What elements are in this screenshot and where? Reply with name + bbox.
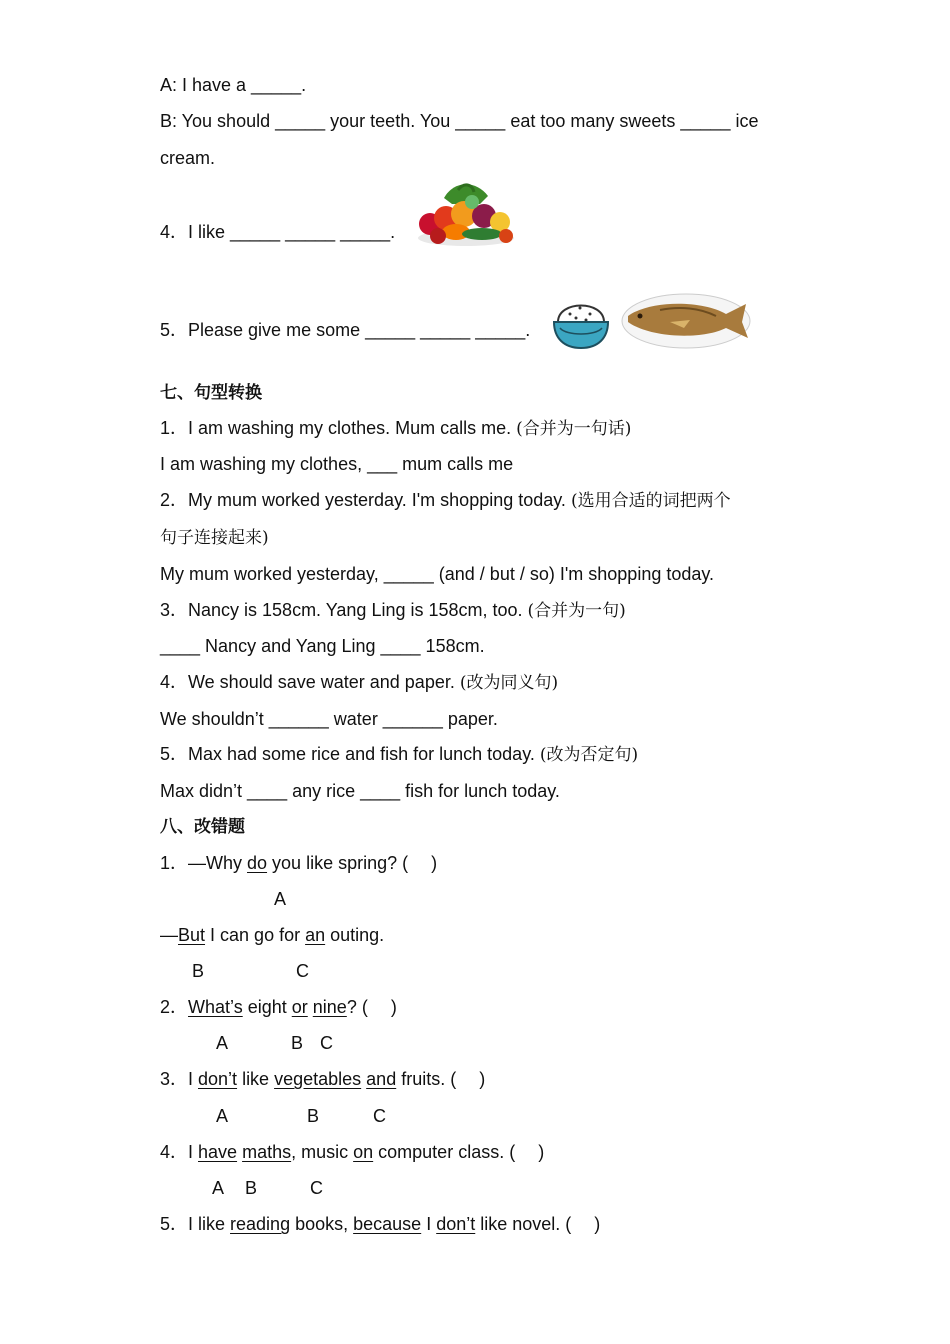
q2-label-b: B [291, 1033, 304, 1053]
q5-underline-a: reading [230, 1214, 291, 1234]
q1-underline-c: an [305, 925, 326, 945]
q1-instruction: (合并为一句话) [516, 419, 632, 439]
q1-label-a: A [274, 889, 287, 909]
dialog-line-b-cont: cream. [160, 148, 216, 168]
section-7-q3 [160, 598, 626, 623]
section-8-heading: 八、改错题 [160, 817, 245, 837]
q5-instruction: (改为否定句) [539, 745, 639, 765]
q5-underline-c: don’t [436, 1214, 476, 1234]
q1-label-c: C [296, 961, 309, 981]
q3-underline-b: vegetables [274, 1069, 362, 1089]
dialog-line-a: A: I have a _____. [160, 75, 307, 95]
q2-underline-c: nine [312, 997, 347, 1017]
q4-label-b: B [245, 1178, 258, 1198]
q5-post: like novel. ( ) [475, 1214, 601, 1234]
q4-underline-b: maths [242, 1142, 292, 1162]
q4-post: computer class. ( ) [373, 1142, 545, 1162]
section-7-q5-answer: Max didn’t ____ any rice ____ fish for lunch today. [160, 781, 560, 801]
q2-label-c: C [320, 1033, 333, 1053]
fish-plate-icon [620, 292, 752, 350]
q3-post: fruits. ( ) [396, 1069, 486, 1089]
q4-label-c: C [310, 1178, 323, 1198]
q5-pre: 5．I like [160, 1214, 231, 1234]
q3-instruction: (合并为一句) [527, 601, 626, 621]
q1-line2-post: outing. [325, 925, 385, 945]
q3-pre: 3．I [160, 1069, 199, 1089]
q4-label-a: A [212, 1178, 225, 1198]
rice-bowl-icon [552, 292, 610, 352]
q2-label-a: A [216, 1033, 229, 1053]
q1-line2-pre: — [160, 925, 178, 945]
q2-text: 2．My mum worked yesterday. I'm shopping today. [160, 490, 571, 510]
section-7-q3-answer: ____ Nancy and Yang Ling ____ 158cm. [160, 636, 485, 656]
vegetables-fruit-icon [414, 180, 518, 250]
question-6-4: 4．I like _____ _____ _____. [160, 222, 396, 242]
q3-label-c: C [373, 1106, 386, 1126]
q4-underline-a: have [198, 1142, 238, 1162]
q2-underline-b: or [291, 997, 308, 1017]
q3-text: 3．Nancy is 158cm. Yang Ling is 158cm, too. [160, 600, 528, 620]
section-7-q5 [160, 742, 638, 767]
section-8-q1 [160, 851, 437, 875]
section-7-q4 [160, 670, 558, 695]
q4-underline-c: on [353, 1142, 374, 1162]
section-7-q1 [160, 416, 631, 441]
section-8-q2 [160, 995, 397, 1019]
section-7-q4-answer: We shouldn’t ______ water ______ paper. [160, 709, 498, 729]
q3-underline-a: don’t [198, 1069, 238, 1089]
q4-instruction: (改为同义句) [459, 673, 559, 693]
q3-mid1: like [237, 1069, 275, 1089]
section-7-q2 [160, 488, 731, 513]
section-8-q4 [160, 1140, 544, 1164]
section-7-q1-answer: I am washing my clothes, ___ mum calls me [160, 454, 514, 474]
q4-mid2: , music [291, 1142, 354, 1162]
q3-label-a: A [216, 1106, 229, 1126]
q1-underline-b: But [178, 925, 206, 945]
section-7-heading: 七、句型转换 [160, 383, 262, 403]
q3-underline-c: and [366, 1069, 397, 1089]
q4-text: 4．We should save water and paper. [160, 672, 460, 692]
q4-pre: 4．I [160, 1142, 199, 1162]
section-7-q2-answer: My mum worked yesterday, _____ (and / but / so) I'm shopping today. [160, 564, 715, 584]
q1-post: you like spring? ( ) [267, 853, 438, 873]
q1-line2-mid: I can go for [205, 925, 306, 945]
q1-pre: 1．—Why [160, 853, 248, 873]
dialog-line-b: B: You should _____ your teeth. You _____ eat too many sweets _____ ice [160, 111, 759, 131]
q2-mid1: eight [242, 997, 292, 1017]
q5-mid2: I [421, 1214, 437, 1234]
q2-underline-a: What’s [188, 997, 243, 1017]
question-6-5: 5．Please give me some _____ _____ _____. [160, 320, 531, 340]
q2-post: ? ( ) [346, 997, 397, 1017]
q5-text: 5．Max had some rice and fish for lunch today. [160, 744, 540, 764]
section-8-q3 [160, 1067, 485, 1091]
q1-underline-a: do [247, 853, 268, 873]
q5-underline-b: because [353, 1214, 422, 1234]
section-8-q1-line2 [160, 923, 384, 947]
q2-instruction-cont: 句子连接起来) [160, 528, 269, 548]
q1-label-b: B [192, 961, 205, 981]
q3-label-b: B [307, 1106, 320, 1126]
q2-instruction: (选用合适的词把两个 [570, 491, 731, 511]
q5-mid1: books, [290, 1214, 354, 1234]
section-8-q5 [160, 1212, 600, 1236]
q2-pre: 2． [160, 997, 189, 1017]
q1-text: 1．I am washing my clothes. Mum calls me. [160, 418, 517, 438]
